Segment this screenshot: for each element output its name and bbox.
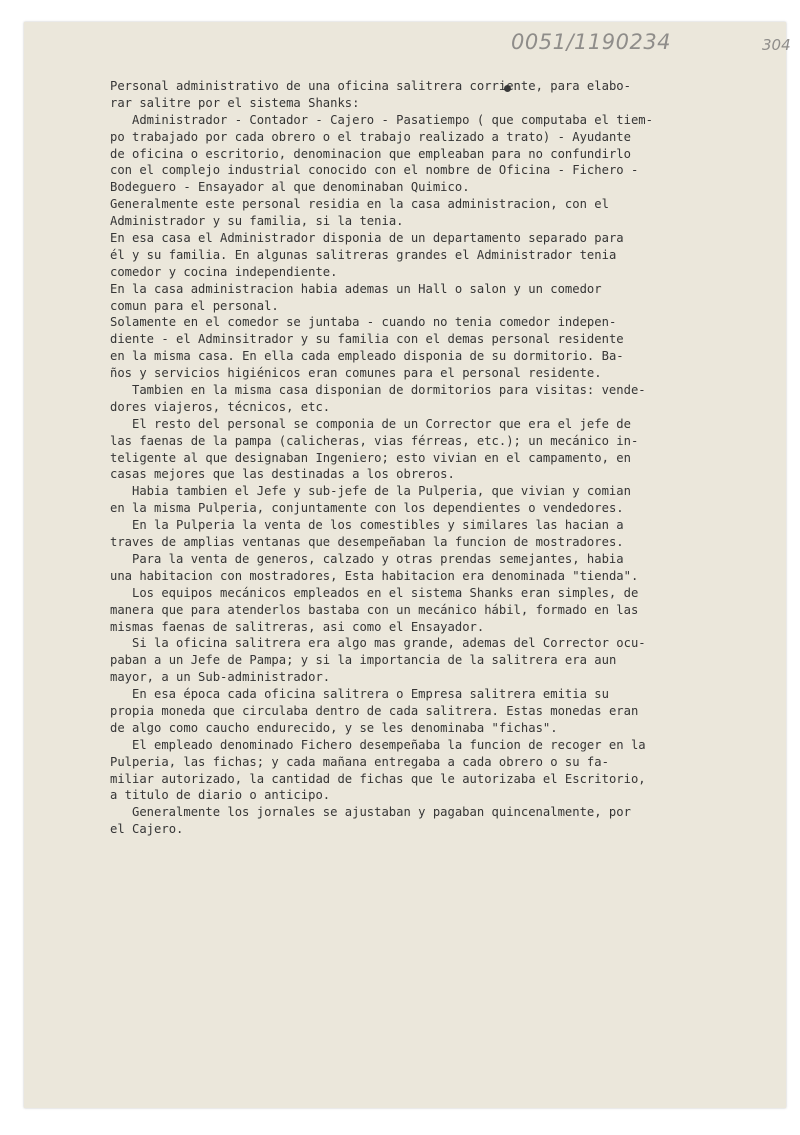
text-line: Los equipos mecánicos empleados en el sistema Shanks eran simples, de [132,585,639,600]
text-line: de algo como caucho endurecido, y se les denominaba "fichas". [110,720,558,735]
text-line: paban a un Jefe de Pampa; y si la importancia de la salitrera era aun [110,653,617,668]
text-line: Generalmente los jornales se ajustaban y pagaban quincenalmente, por [132,805,631,820]
text-line: En esa época cada oficina salitrera o Empresa salitrera emitia su [132,687,609,702]
text-line: po trabajado por cada obrero o el trabajo realizado a trato) - Ayudante [110,129,631,144]
text-line: comun para el personal. [110,298,279,313]
text-line: miliar autorizado, la cantidad de fichas que le autorizaba el Escritorio, [110,771,646,786]
text-line: casas mejores que las destinadas a los obreros. [110,467,455,482]
text-line: Administrador - Contador - Cajero - Pasatiempo ( que computaba el tiem- [132,112,653,127]
text-line: una habitacion con mostradores, Esta habitacion era denominada "tienda". [110,568,639,583]
text-line: ños y servicios higiénicos eran comunes para el personal residente. [110,366,602,381]
text-line: en la misma casa. En ella cada empleado disponia de su dormitorio. Ba- [110,349,624,364]
text-line: El resto del personal se componia de un Corrector que era el jefe de [132,416,631,431]
typewritten-body [110,78,790,838]
text-line: a titulo de diario o anticipo. [110,788,331,803]
text-line: dores viajeros, técnicos, etc. [110,399,331,414]
text-line: El empleado denominado Fichero desempeñaba la funcion de recoger en la [132,737,646,752]
text-line: En la casa administracion habia ademas un Hall o salon y un comedor [110,281,602,296]
text-line: teligente al que designaban Ingeniero; esto vivian en el campamento, en [110,450,631,465]
text-line: traves de amplias ventanas que desempeñaban la funcion de mostradores. [110,535,624,550]
text-line: en la misma Pulperia, conjuntamente con los dependientes o vendedores. [110,501,624,516]
text-line: mayor, a un Sub-administrador. [110,670,331,685]
text-line: el Cajero. [110,822,184,837]
text-line: Generalmente este personal residia en la casa administracion, con el [110,197,609,212]
text-line: En esa casa el Administrador disponia de un departamento separado para [110,231,624,246]
text-line: diente - el Adminsitrador y su familia con el demas personal residente [110,332,624,347]
text-line: Solamente en el comedor se juntaba - cuando no tenia comedor indepen- [110,315,617,330]
text-line: él y su familia. En algunas salitreras grandes el Administrador tenia [110,247,617,262]
archive-code-handwritten: 0051/1190234 [511,30,672,54]
text-line: de oficina o escritorio, denominacion que empleaban para no confundirlo [110,146,631,161]
text-line: Administrador y su familia, si la tenia. [110,214,404,229]
text-line: manera que para atenderlos bastaba con un mecánico hábil, formado en las [110,602,639,617]
text-line: Pulperia, las fichas; y cada mañana entregaba a cada obrero o su fa- [110,754,609,769]
page-number-handwritten: 304 [762,36,791,54]
text-line: Habia tambien el Jefe y sub-jefe de la Pulperia, que vivian y comian [132,484,631,499]
text-line: rar salitre por el sistema Shanks: [110,95,360,110]
text-line: con el complejo industrial conocido con el nombre de Oficina - Fichero - [110,163,639,178]
text-line: Personal administrativo de una oficina salitrera corriente, para elabo- [110,79,631,93]
text-line: propia moneda que circulaba dentro de cada salitrera. Estas monedas eran [110,703,639,718]
text-line: Bodeguero - Ensayador al que denominaban Quimico. [110,180,470,195]
text-line: Si la oficina salitrera era algo mas grande, ademas del Corrector ocu- [132,636,646,651]
text-line: En la Pulperia la venta de los comestibles y similares las hacian a [132,518,624,533]
text-line: Para la venta de generos, calzado y otras prendas semejantes, habia [132,551,624,566]
text-line: comedor y cocina independiente. [110,264,338,279]
text-line: Tambien en la misma casa disponian de dormitorios para visitas: vende- [132,383,646,398]
text-line: las faenas de la pampa (calicheras, vias férreas, etc.); un mecánico in- [110,433,639,448]
text-line: mismas faenas de salitreras, asi como el Ensayador. [110,619,485,634]
